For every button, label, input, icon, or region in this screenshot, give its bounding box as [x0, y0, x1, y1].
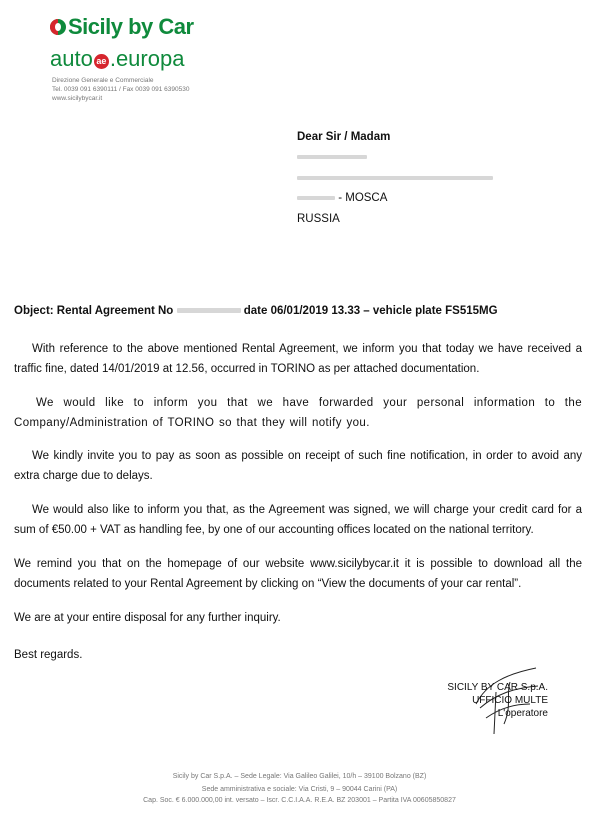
paragraph-1: With reference to the above mentioned Rental Agreement, we inform you that today we have received a traffic fine, dated 14/01/2019 at 12.56, occurred in TORINO as per attached documentation. — [14, 343, 582, 375]
recipient-country: RUSSIA — [297, 213, 340, 225]
header-info-3: www.sicilybycar.it — [52, 95, 103, 102]
brand-logo-sicilybycar — [50, 14, 194, 40]
paragraph-4: We would also like to inform you that, as the Agreement was signed, we will charge your credit card for a sum of €50.00 + VAT as handling fee, by one of our accounting offices located on the national territory. — [14, 504, 582, 536]
header-info-2: Tel. 0039 091 6390111 / Fax 0039 091 6390530 — [52, 86, 190, 93]
signature-block — [440, 681, 548, 720]
paragraph-6: We are at your entire disposal for any further inquiry. — [14, 612, 281, 624]
sicily-logo-icon — [50, 19, 66, 35]
redacted-agreement-number — [177, 308, 241, 313]
header-info-1: Direzione Generale e Commerciale — [52, 77, 154, 84]
closing: Best regards. — [14, 649, 83, 661]
paragraph-5: We remind you that on the homepage of our website www.sicilybycar.it it is possible to download all the documents related to your Rental Agreement by clicking on “View the documents of your car rental”. — [14, 558, 582, 590]
brand-auto-text: auto — [50, 46, 93, 71]
signature-role: L'operatore — [497, 708, 548, 719]
subject-line: Object: Rental Agreement No date 06/01/2019 13.33 – vehicle plate FS515MG — [14, 305, 498, 317]
redacted-line-address — [297, 172, 493, 184]
redacted-line-name — [297, 151, 367, 163]
signature-company: SICILY BY CAR S.p.A. — [447, 682, 548, 693]
footer-line-1: Sicily by Car S.p.A. – Sede Legale: Via Galileo Galilei, 10/h – 39100 Bolzano (BZ) — [172, 773, 427, 780]
signature-office: UFFICIO MULTE — [472, 695, 548, 706]
paragraph-3: We kindly invite you to pay as soon as possible on receipt of such fine notification, in order to avoid any extra charge due to delays. — [14, 450, 582, 482]
brand-name: Sicily by Car — [68, 14, 194, 39]
paragraph-2: We would like to inform you that we have forwarded your personal information to the Company/Administration of TORINO so that they will notify you. — [14, 397, 582, 429]
brand-logo-autoeuropa — [50, 46, 184, 72]
footer-line-2: Sede amministrativa e sociale: Via Cristi, 9 – 90044 Carini (PA) — [201, 786, 398, 793]
recipient-city: MOSCA — [345, 192, 388, 204]
brand-europa-text: .europa — [109, 46, 185, 71]
recipient-city-line: - MOSCA — [297, 192, 387, 204]
ae-logo-icon: ae — [94, 54, 109, 69]
footer-line-3: Cap. Soc. € 6.000.000,00 int. versato – Iscr. C.C.I.A.A. R.E.A. BZ 203001 – Partita IVA 00605850827 — [143, 797, 456, 804]
salutation: Dear Sir / Madam — [297, 131, 391, 143]
